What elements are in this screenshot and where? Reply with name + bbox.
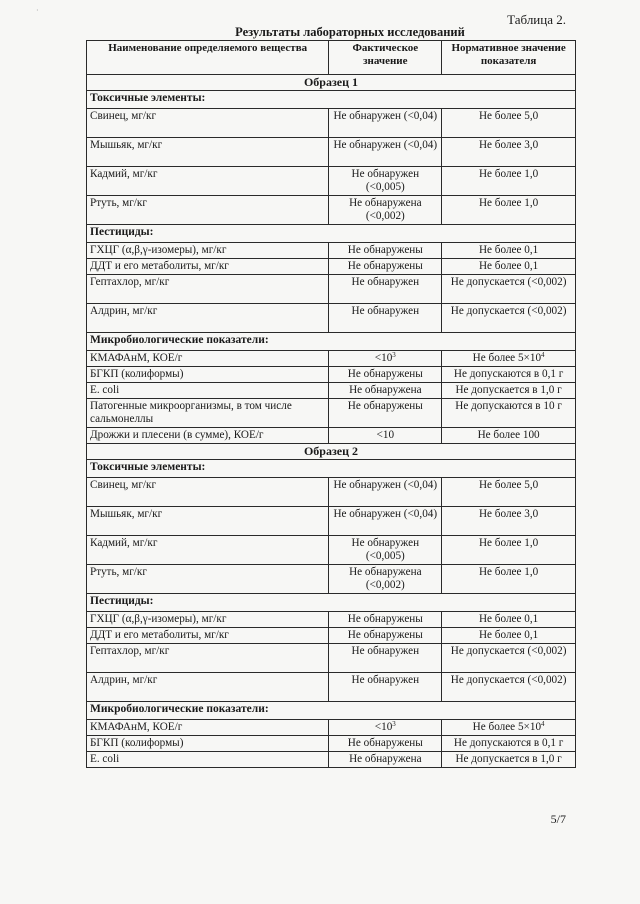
substance-name bbox=[87, 507, 329, 536]
norm-value-text: Не более 5×10 bbox=[472, 721, 542, 733]
table-row bbox=[87, 259, 576, 275]
substance-name bbox=[87, 478, 329, 507]
table-row bbox=[87, 628, 576, 644]
substance-name bbox=[87, 644, 329, 673]
section-title: Пестициды: bbox=[87, 225, 576, 243]
table-row bbox=[87, 243, 576, 259]
actual-value bbox=[329, 720, 442, 736]
table-row bbox=[87, 167, 576, 196]
norm-value-text: Не допускается в 1,0 г bbox=[455, 753, 562, 765]
norm-value-text: Не более 3,0 bbox=[478, 508, 539, 520]
column-header-substance: Наименование определяемого вещества bbox=[87, 41, 329, 75]
actual-value bbox=[329, 428, 442, 444]
substance-name-text: E. coli bbox=[90, 753, 120, 765]
sample-title-row bbox=[87, 75, 576, 91]
substance-name-text: Свинец, мг/кг bbox=[90, 110, 157, 122]
section-title-row bbox=[87, 594, 576, 612]
actual-value bbox=[329, 138, 442, 167]
norm-value-exponent: 4 bbox=[541, 720, 545, 728]
actual-value-text: Не обнаружена bbox=[349, 384, 422, 396]
table-row bbox=[87, 109, 576, 138]
substance-name bbox=[87, 243, 329, 259]
norm-value-text: Не допускаются в 10 г bbox=[455, 400, 562, 412]
substance-name bbox=[87, 196, 329, 225]
actual-value-text: Не обнаружен (<0,04) bbox=[333, 110, 438, 122]
norm-value-text: Не допускается (<0,002) bbox=[450, 645, 567, 657]
table-row bbox=[87, 736, 576, 752]
norm-value-text: Не допускается в 1,0 г bbox=[455, 384, 562, 396]
actual-value-exponent: 3 bbox=[392, 720, 396, 728]
substance-name-text: БГКП (колиформы) bbox=[90, 368, 184, 380]
substance-name bbox=[87, 612, 329, 628]
substance-name-text: Ртуть, мг/кг bbox=[90, 197, 147, 209]
substance-name-text: Патогенные микроорганизмы, в том числе сальмонеллы bbox=[90, 400, 292, 425]
actual-value-text: <10 bbox=[376, 429, 395, 441]
substance-name-text: E. coli bbox=[90, 384, 120, 396]
substance-name-text: ГХЦГ (α,β,γ-изомеры), мг/кг bbox=[90, 613, 227, 625]
actual-value bbox=[329, 109, 442, 138]
norm-value-text: Не более 0,1 bbox=[478, 244, 539, 256]
norm-value bbox=[442, 428, 576, 444]
actual-value bbox=[329, 304, 442, 333]
sample-title: Образец 2 bbox=[87, 444, 576, 460]
norm-value-text: Не более 1,0 bbox=[478, 566, 539, 578]
norm-value bbox=[442, 720, 576, 736]
actual-value-text: Не обнаружены bbox=[347, 737, 423, 749]
table-row bbox=[87, 138, 576, 167]
substance-name bbox=[87, 536, 329, 565]
norm-value bbox=[442, 259, 576, 275]
actual-value bbox=[329, 275, 442, 304]
sample-title-row bbox=[87, 444, 576, 460]
actual-value bbox=[329, 536, 442, 565]
norm-value bbox=[442, 507, 576, 536]
table-row bbox=[87, 196, 576, 225]
norm-value-text: Не допускается (<0,002) bbox=[450, 276, 567, 288]
column-header-actual: Фактическое значение bbox=[329, 41, 442, 75]
actual-value-text: Не обнаружен bbox=[351, 305, 420, 317]
actual-value-text: Не обнаружена (<0,002) bbox=[349, 566, 422, 591]
table-row bbox=[87, 507, 576, 536]
table-row bbox=[87, 478, 576, 507]
actual-value-text: Не обнаружены bbox=[347, 400, 423, 412]
actual-value-text: Не обнаружены bbox=[347, 368, 423, 380]
substance-name bbox=[87, 167, 329, 196]
table-row bbox=[87, 383, 576, 399]
actual-value-text: Не обнаружена (<0,002) bbox=[349, 197, 422, 222]
actual-value bbox=[329, 367, 442, 383]
table-row bbox=[87, 720, 576, 736]
actual-value-text: Не обнаружен (<0,005) bbox=[351, 168, 420, 193]
column-header-norm: Нормативное значение показателя bbox=[442, 41, 576, 75]
substance-name-text: ДДТ и его метаболиты, мг/кг bbox=[90, 260, 229, 272]
table-row bbox=[87, 673, 576, 702]
actual-value bbox=[329, 736, 442, 752]
actual-value bbox=[329, 259, 442, 275]
norm-value-text: Не более 1,0 bbox=[478, 197, 539, 209]
actual-value bbox=[329, 644, 442, 673]
scan-mark: · bbox=[36, 6, 39, 15]
substance-name bbox=[87, 383, 329, 399]
actual-value bbox=[329, 351, 442, 367]
norm-value-text: Не более 100 bbox=[477, 429, 540, 441]
substance-name-text: Алдрин, мг/кг bbox=[90, 674, 158, 686]
substance-name bbox=[87, 367, 329, 383]
norm-value-text: Не более 3,0 bbox=[478, 139, 539, 151]
actual-value-text: <10 bbox=[374, 721, 393, 733]
norm-value bbox=[442, 304, 576, 333]
norm-value bbox=[442, 673, 576, 702]
actual-value bbox=[329, 167, 442, 196]
norm-value-text: Не допускается (<0,002) bbox=[450, 674, 567, 686]
substance-name bbox=[87, 428, 329, 444]
norm-value bbox=[442, 138, 576, 167]
norm-value-text: Не более 0,1 bbox=[478, 629, 539, 641]
substance-name-text: Гептахлор, мг/кг bbox=[90, 276, 170, 288]
section-title-row bbox=[87, 91, 576, 109]
section-title: Пестициды: bbox=[87, 594, 576, 612]
section-title: Токсичные элементы: bbox=[87, 91, 576, 109]
substance-name-text: ГХЦГ (α,β,γ-изомеры), мг/кг bbox=[90, 244, 227, 256]
table-row bbox=[87, 565, 576, 594]
norm-value bbox=[442, 367, 576, 383]
section-title: Микробиологические показатели: bbox=[87, 333, 576, 351]
substance-name-text: Кадмий, мг/кг bbox=[90, 537, 158, 549]
norm-value bbox=[442, 399, 576, 428]
norm-value bbox=[442, 628, 576, 644]
substance-name-text: ДДТ и его метаболиты, мг/кг bbox=[90, 629, 229, 641]
table-label: Таблица 2. bbox=[507, 12, 566, 27]
table-body bbox=[87, 75, 576, 768]
actual-value-text: Не обнаружен (<0,04) bbox=[333, 479, 438, 491]
actual-value bbox=[329, 752, 442, 768]
substance-name bbox=[87, 399, 329, 428]
substance-name-text: Гептахлор, мг/кг bbox=[90, 645, 170, 657]
actual-value-text: Не обнаружен bbox=[351, 276, 420, 288]
substance-name bbox=[87, 138, 329, 167]
actual-value-text: Не обнаружен bbox=[351, 674, 420, 686]
norm-value-text: Не более 1,0 bbox=[478, 537, 539, 549]
table-row bbox=[87, 367, 576, 383]
norm-value-text: Не более 1,0 bbox=[478, 168, 539, 180]
actual-value bbox=[329, 478, 442, 507]
substance-name-text: Кадмий, мг/кг bbox=[90, 168, 158, 180]
norm-value-text: Не допускается (<0,002) bbox=[450, 305, 567, 317]
actual-value-exponent: 3 bbox=[392, 351, 396, 359]
actual-value-text: Не обнаружены bbox=[347, 244, 423, 256]
actual-value-text: Не обнаружен (<0,005) bbox=[351, 537, 420, 562]
actual-value bbox=[329, 383, 442, 399]
section-title: Микробиологические показатели: bbox=[87, 702, 576, 720]
actual-value bbox=[329, 196, 442, 225]
norm-value bbox=[442, 478, 576, 507]
substance-name bbox=[87, 752, 329, 768]
actual-value-text: Не обнаружены bbox=[347, 629, 423, 641]
norm-value bbox=[442, 196, 576, 225]
actual-value-text: Не обнаружен (<0,04) bbox=[333, 139, 438, 151]
table-row bbox=[87, 536, 576, 565]
table-row bbox=[87, 752, 576, 768]
norm-value bbox=[442, 275, 576, 304]
actual-value bbox=[329, 399, 442, 428]
table-row bbox=[87, 399, 576, 428]
norm-value-text: Не более 5×10 bbox=[472, 352, 542, 364]
actual-value bbox=[329, 565, 442, 594]
substance-name bbox=[87, 351, 329, 367]
actual-value-text: Не обнаружен (<0,04) bbox=[333, 508, 438, 520]
norm-value bbox=[442, 536, 576, 565]
section-title: Токсичные элементы: bbox=[87, 460, 576, 478]
norm-value-exponent: 4 bbox=[541, 351, 545, 359]
substance-name-text: Свинец, мг/кг bbox=[90, 479, 157, 491]
substance-name bbox=[87, 565, 329, 594]
norm-value bbox=[442, 612, 576, 628]
substance-name-text: КМАФАнМ, КОЕ/г bbox=[90, 352, 183, 364]
actual-value-text: Не обнаружены bbox=[347, 613, 423, 625]
results-table bbox=[86, 40, 576, 768]
actual-value bbox=[329, 243, 442, 259]
substance-name bbox=[87, 720, 329, 736]
substance-name bbox=[87, 628, 329, 644]
substance-name bbox=[87, 275, 329, 304]
page-number: 5/7 bbox=[550, 812, 566, 826]
norm-value bbox=[442, 351, 576, 367]
table-row bbox=[87, 351, 576, 367]
table-row bbox=[87, 275, 576, 304]
section-title-row bbox=[87, 460, 576, 478]
substance-name-text: Ртуть, мг/кг bbox=[90, 566, 147, 578]
norm-value bbox=[442, 383, 576, 399]
norm-value-text: Не более 5,0 bbox=[478, 110, 539, 122]
actual-value-text: Не обнаружен bbox=[351, 645, 420, 657]
norm-value-text: Не допускаются в 0,1 г bbox=[453, 368, 564, 380]
sample-title: Образец 1 bbox=[87, 75, 576, 91]
actual-value-text: <10 bbox=[374, 352, 393, 364]
actual-value bbox=[329, 507, 442, 536]
substance-name-text: БГКП (колиформы) bbox=[90, 737, 184, 749]
actual-value-text: Не обнаружена bbox=[349, 753, 422, 765]
actual-value bbox=[329, 628, 442, 644]
norm-value bbox=[442, 243, 576, 259]
table-row bbox=[87, 428, 576, 444]
norm-value bbox=[442, 752, 576, 768]
actual-value bbox=[329, 673, 442, 702]
norm-value bbox=[442, 167, 576, 196]
substance-name-text: Мышьяк, мг/кг bbox=[90, 139, 163, 151]
substance-name bbox=[87, 736, 329, 752]
section-title-row bbox=[87, 333, 576, 351]
table-row bbox=[87, 304, 576, 333]
substance-name bbox=[87, 304, 329, 333]
substance-name bbox=[87, 259, 329, 275]
table-row bbox=[87, 612, 576, 628]
actual-value bbox=[329, 612, 442, 628]
norm-value bbox=[442, 736, 576, 752]
section-title-row bbox=[87, 225, 576, 243]
section-title-row bbox=[87, 702, 576, 720]
document-title: Результаты лабораторных исследований bbox=[235, 25, 465, 39]
substance-name bbox=[87, 673, 329, 702]
norm-value-text: Не допускаются в 0,1 г bbox=[453, 737, 564, 749]
table-row bbox=[87, 644, 576, 673]
norm-value bbox=[442, 644, 576, 673]
actual-value-text: Не обнаружены bbox=[347, 260, 423, 272]
substance-name bbox=[87, 109, 329, 138]
norm-value bbox=[442, 109, 576, 138]
norm-value bbox=[442, 565, 576, 594]
norm-value-text: Не более 5,0 bbox=[478, 479, 539, 491]
norm-value-text: Не более 0,1 bbox=[478, 613, 539, 625]
table-header-row bbox=[87, 41, 576, 75]
norm-value-text: Не более 0,1 bbox=[478, 260, 539, 272]
substance-name-text: Алдрин, мг/кг bbox=[90, 305, 158, 317]
substance-name-text: КМАФАнМ, КОЕ/г bbox=[90, 721, 183, 733]
substance-name-text: Мышьяк, мг/кг bbox=[90, 508, 163, 520]
substance-name-text: Дрожжи и плесени (в сумме), КОЕ/г bbox=[90, 429, 264, 441]
